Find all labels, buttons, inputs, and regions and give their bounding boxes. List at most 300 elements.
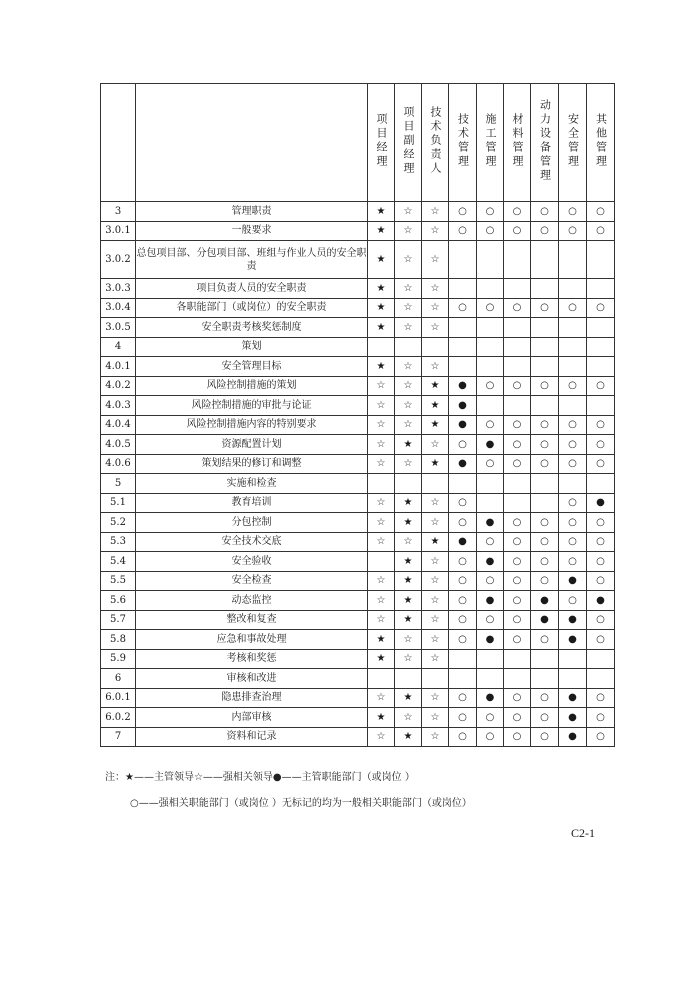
responsibility-mark: ☆ (422, 318, 449, 338)
row-item: 策划结果的修订和调整 (136, 454, 368, 474)
responsibility-mark (531, 474, 559, 494)
responsibility-mark (559, 241, 587, 279)
responsibility-mark: ☆ (368, 513, 395, 533)
responsibility-mark: ○ (587, 415, 615, 435)
responsibility-mark: ○ (587, 532, 615, 552)
responsibility-mark (422, 474, 449, 494)
responsibility-mark: ○ (531, 688, 559, 708)
responsibility-mark (559, 396, 587, 416)
responsibility-mark: ● (449, 376, 477, 396)
responsibility-mark: ☆ (395, 241, 422, 279)
responsibility-mark: ○ (531, 221, 559, 241)
responsibility-mark: ☆ (422, 241, 449, 279)
responsibility-mark: ☆ (395, 318, 422, 338)
table-row (101, 241, 615, 279)
responsibility-mark (587, 669, 615, 689)
responsibility-mark: ○ (504, 202, 531, 222)
responsibility-mark: ☆ (395, 532, 422, 552)
responsibility-mark (587, 357, 615, 377)
responsibility-mark (559, 279, 587, 299)
row-number: 4.0.6 (101, 454, 136, 474)
table-row (101, 337, 615, 357)
header-project-manager: 项目经理 (368, 84, 395, 202)
responsibility-mark: ★ (368, 221, 395, 241)
responsibility-mark: ○ (504, 610, 531, 630)
responsibility-mark: ○ (477, 376, 504, 396)
responsibility-mark: ☆ (395, 454, 422, 474)
table-row (101, 415, 615, 435)
responsibility-mark (477, 337, 504, 357)
responsibility-mark: ○ (587, 727, 615, 747)
responsibility-mark (531, 396, 559, 416)
table-row (101, 474, 615, 494)
table-row (101, 221, 615, 241)
responsibility-mark (587, 474, 615, 494)
responsibility-mark (449, 241, 477, 279)
responsibility-mark: ★ (368, 357, 395, 377)
responsibility-mark (559, 357, 587, 377)
responsibility-mark (449, 279, 477, 299)
responsibility-mark: ☆ (422, 727, 449, 747)
responsibility-mark: ○ (587, 688, 615, 708)
responsibility-mark: ☆ (422, 435, 449, 455)
header-safety-mgmt: 安全管理 (559, 84, 587, 202)
table-row (101, 630, 615, 650)
responsibility-mark: ☆ (368, 435, 395, 455)
responsibility-mark: ○ (504, 591, 531, 611)
responsibility-mark: ● (477, 688, 504, 708)
responsibility-mark: ○ (449, 610, 477, 630)
table-row (101, 435, 615, 455)
table-row (101, 571, 615, 591)
header-technical-mgmt: 技术管理 (449, 84, 477, 202)
table-row (101, 279, 615, 299)
responsibility-mark: ★ (395, 591, 422, 611)
responsibility-mark: ☆ (422, 298, 449, 318)
responsibility-mark: ☆ (395, 396, 422, 416)
row-item: 审核和改进 (136, 669, 368, 689)
responsibility-mark: ☆ (395, 279, 422, 299)
row-number: 4.0.3 (101, 396, 136, 416)
table-row (101, 708, 615, 728)
responsibility-mark: ★ (422, 532, 449, 552)
responsibility-mark: ★ (395, 727, 422, 747)
table-row (101, 454, 615, 474)
responsibility-mark: ○ (449, 708, 477, 728)
responsibility-mark: ☆ (422, 221, 449, 241)
header-deputy-manager: 项目副经理 (395, 84, 422, 202)
row-number: 4.0.4 (101, 415, 136, 435)
responsibility-mark: ○ (559, 435, 587, 455)
responsibility-mark (422, 337, 449, 357)
responsibility-mark: ○ (449, 571, 477, 591)
row-item: 实施和检查 (136, 474, 368, 494)
responsibility-mark: ○ (559, 202, 587, 222)
responsibility-mark: ○ (587, 708, 615, 728)
legend-note-line-1: 注：★——主管领导☆——强相关领导●——主管职能部门（或岗位 ） (105, 772, 415, 783)
responsibility-mark: ☆ (368, 727, 395, 747)
row-number: 3.0.1 (101, 221, 136, 241)
responsibility-mark: ☆ (368, 415, 395, 435)
row-number: 5.1 (101, 493, 136, 513)
responsibility-mark: ○ (504, 552, 531, 572)
responsibility-mark: ● (531, 610, 559, 630)
responsibility-mark (559, 318, 587, 338)
responsibility-mark: ○ (531, 415, 559, 435)
responsibility-mark: ★ (395, 688, 422, 708)
table-row (101, 376, 615, 396)
responsibility-mark (504, 337, 531, 357)
responsibility-mark: ☆ (368, 610, 395, 630)
responsibility-mark (477, 357, 504, 377)
responsibility-mark: ★ (368, 630, 395, 650)
responsibility-mark: ○ (587, 454, 615, 474)
responsibility-mark: ☆ (422, 708, 449, 728)
row-item: 风险控制措施的审批与论证 (136, 396, 368, 416)
responsibility-mark (531, 318, 559, 338)
row-item: 安全技术交底 (136, 532, 368, 552)
responsibility-mark (531, 493, 559, 513)
responsibility-mark: ☆ (422, 552, 449, 572)
responsibility-mark: ○ (559, 298, 587, 318)
responsibility-mark: ☆ (422, 591, 449, 611)
responsibility-mark (422, 669, 449, 689)
responsibility-mark (477, 669, 504, 689)
responsibility-mark: ★ (422, 396, 449, 416)
responsibility-mark: ● (559, 688, 587, 708)
responsibility-mark: ○ (587, 376, 615, 396)
responsibility-mark: ★ (395, 435, 422, 455)
responsibility-mark: ☆ (395, 221, 422, 241)
responsibility-mark: ○ (531, 571, 559, 591)
row-item: 安全职责考核奖惩制度 (136, 318, 368, 338)
responsibility-mark: ☆ (422, 610, 449, 630)
row-number: 5.3 (101, 532, 136, 552)
responsibility-mark: ○ (587, 221, 615, 241)
responsibility-mark: ○ (504, 415, 531, 435)
row-number: 3.0.4 (101, 298, 136, 318)
responsibility-mark: ○ (559, 454, 587, 474)
responsibility-mark (504, 669, 531, 689)
responsibility-mark: ★ (368, 708, 395, 728)
responsibility-mark: ○ (449, 630, 477, 650)
responsibility-mark (477, 493, 504, 513)
row-number: 6.0.2 (101, 708, 136, 728)
responsibility-mark: ○ (531, 727, 559, 747)
responsibility-mark: ☆ (395, 708, 422, 728)
row-item: 各职能部门（或岗位）的安全职责 (136, 298, 368, 318)
responsibility-mark: ★ (395, 513, 422, 533)
responsibility-mark: ★ (422, 454, 449, 474)
responsibility-mark (587, 318, 615, 338)
responsibility-mark: ★ (368, 298, 395, 318)
responsibility-table (100, 83, 615, 747)
responsibility-mark: ○ (504, 376, 531, 396)
responsibility-mark: ☆ (368, 571, 395, 591)
responsibility-mark: ☆ (395, 415, 422, 435)
responsibility-mark (531, 649, 559, 669)
responsibility-mark: ● (449, 532, 477, 552)
responsibility-mark: ★ (422, 415, 449, 435)
responsibility-mark (449, 318, 477, 338)
table-row (101, 669, 615, 689)
responsibility-mark: ○ (559, 591, 587, 611)
responsibility-mark: ☆ (422, 571, 449, 591)
table-row (101, 513, 615, 533)
table-row (101, 493, 615, 513)
row-item: 安全管理目标 (136, 357, 368, 377)
responsibility-mark: ○ (504, 688, 531, 708)
responsibility-mark (449, 649, 477, 669)
row-number: 4 (101, 337, 136, 357)
responsibility-mark: ★ (395, 552, 422, 572)
responsibility-mark: ○ (587, 202, 615, 222)
row-number: 4.0.2 (101, 376, 136, 396)
responsibility-mark: ☆ (368, 454, 395, 474)
responsibility-mark: ● (477, 552, 504, 572)
responsibility-mark: ○ (559, 221, 587, 241)
table-row (101, 688, 615, 708)
responsibility-mark: ☆ (395, 649, 422, 669)
responsibility-mark: ○ (559, 376, 587, 396)
page-number: C2-1 (571, 826, 595, 840)
responsibility-mark (504, 649, 531, 669)
responsibility-mark (504, 493, 531, 513)
row-item: 项目负责人员的安全职责 (136, 279, 368, 299)
responsibility-mark: ● (559, 571, 587, 591)
row-item: 考核和奖惩 (136, 649, 368, 669)
responsibility-mark (477, 318, 504, 338)
responsibility-mark (504, 396, 531, 416)
responsibility-mark: ★ (395, 493, 422, 513)
responsibility-mark: ★ (368, 318, 395, 338)
responsibility-mark: ○ (531, 552, 559, 572)
responsibility-mark (504, 357, 531, 377)
table-row (101, 591, 615, 611)
row-item: 内部审核 (136, 708, 368, 728)
responsibility-mark: ☆ (368, 532, 395, 552)
responsibility-mark: ☆ (422, 493, 449, 513)
responsibility-mark: ○ (587, 513, 615, 533)
responsibility-mark (531, 241, 559, 279)
responsibility-mark (559, 474, 587, 494)
responsibility-mark (559, 649, 587, 669)
responsibility-mark: ○ (531, 454, 559, 474)
responsibility-mark: ○ (504, 435, 531, 455)
responsibility-mark (587, 396, 615, 416)
responsibility-mark (395, 669, 422, 689)
responsibility-mark: ● (559, 708, 587, 728)
responsibility-mark (449, 337, 477, 357)
responsibility-mark: ○ (587, 298, 615, 318)
responsibility-mark: ● (449, 454, 477, 474)
row-item: 资料和记录 (136, 727, 368, 747)
responsibility-mark: ☆ (368, 688, 395, 708)
responsibility-mark (559, 337, 587, 357)
responsibility-mark: ○ (531, 532, 559, 552)
responsibility-mark (504, 241, 531, 279)
responsibility-mark: ● (477, 435, 504, 455)
responsibility-mark: ★ (368, 649, 395, 669)
table-row (101, 357, 615, 377)
responsibility-mark: ○ (477, 454, 504, 474)
row-item: 一般要求 (136, 221, 368, 241)
responsibility-mark (531, 357, 559, 377)
responsibility-mark: ○ (587, 552, 615, 572)
row-number: 5.5 (101, 571, 136, 591)
responsibility-mark (504, 318, 531, 338)
row-number: 5.7 (101, 610, 136, 630)
table-row (101, 532, 615, 552)
responsibility-mark: ○ (477, 571, 504, 591)
responsibility-mark: ● (477, 513, 504, 533)
responsibility-mark: ○ (531, 435, 559, 455)
row-number: 3.0.2 (101, 241, 136, 279)
responsibility-mark: ★ (395, 571, 422, 591)
header-construction-mgmt: 施工管理 (477, 84, 504, 202)
responsibility-mark: ● (477, 630, 504, 650)
responsibility-mark (587, 337, 615, 357)
header-cell-item (136, 84, 368, 202)
responsibility-mark: ☆ (395, 298, 422, 318)
responsibility-mark: ★ (395, 610, 422, 630)
responsibility-mark: ○ (531, 630, 559, 650)
responsibility-mark: ○ (477, 727, 504, 747)
responsibility-mark: ○ (531, 376, 559, 396)
responsibility-mark (559, 669, 587, 689)
responsibility-mark: ○ (504, 454, 531, 474)
responsibility-mark: ○ (449, 493, 477, 513)
responsibility-mark: ○ (559, 532, 587, 552)
responsibility-mark: ● (587, 591, 615, 611)
responsibility-mark (395, 474, 422, 494)
responsibility-mark: ● (587, 493, 615, 513)
responsibility-mark (368, 337, 395, 357)
responsibility-mark: ☆ (395, 202, 422, 222)
responsibility-mark: ☆ (368, 396, 395, 416)
row-item: 管理职责 (136, 202, 368, 222)
responsibility-mark (477, 279, 504, 299)
row-item: 总包项目部、分包项目部、班组与作业人员的安全职责 (136, 241, 368, 279)
row-item: 安全检查 (136, 571, 368, 591)
row-number: 3.0.5 (101, 318, 136, 338)
header-cell-no (101, 84, 136, 202)
row-number: 5.6 (101, 591, 136, 611)
responsibility-mark: ○ (504, 630, 531, 650)
responsibility-mark (368, 669, 395, 689)
responsibility-mark: ☆ (368, 493, 395, 513)
responsibility-mark: ○ (477, 298, 504, 318)
row-number: 5.2 (101, 513, 136, 533)
responsibility-mark: ○ (531, 708, 559, 728)
responsibility-mark: ○ (559, 493, 587, 513)
responsibility-mark: ☆ (368, 376, 395, 396)
row-item: 安全验收 (136, 552, 368, 572)
responsibility-mark: ○ (531, 202, 559, 222)
responsibility-mark (587, 241, 615, 279)
responsibility-mark: ○ (559, 552, 587, 572)
table-row (101, 727, 615, 747)
responsibility-mark: ☆ (422, 649, 449, 669)
responsibility-mark: ☆ (395, 630, 422, 650)
responsibility-mark: ☆ (422, 513, 449, 533)
responsibility-mark: ○ (504, 727, 531, 747)
responsibility-mark: ● (559, 727, 587, 747)
responsibility-mark: ○ (559, 513, 587, 533)
row-item: 应急和事故处理 (136, 630, 368, 650)
responsibility-mark (531, 337, 559, 357)
responsibility-mark: ○ (587, 630, 615, 650)
responsibility-mark: ○ (504, 571, 531, 591)
responsibility-mark: ○ (477, 415, 504, 435)
responsibility-mark (368, 552, 395, 572)
responsibility-mark: ○ (504, 513, 531, 533)
table-row (101, 396, 615, 416)
row-number: 4.0.1 (101, 357, 136, 377)
table-row (101, 610, 615, 630)
responsibility-mark: ○ (449, 435, 477, 455)
table-row (101, 298, 615, 318)
legend-note-line-2: ○——强相关职能部门（或岗位 ）无标记的均为一般相关职能部门（或岗位） (130, 798, 472, 809)
row-number: 7 (101, 727, 136, 747)
table-row (101, 318, 615, 338)
responsibility-mark: ● (559, 610, 587, 630)
responsibility-mark: ○ (477, 202, 504, 222)
table-row (101, 202, 615, 222)
row-item: 隐患排查治理 (136, 688, 368, 708)
row-number: 3 (101, 202, 136, 222)
row-item: 风险控制措施的策划 (136, 376, 368, 396)
row-number: 5.8 (101, 630, 136, 650)
responsibility-mark: ○ (449, 513, 477, 533)
responsibility-mark (449, 357, 477, 377)
responsibility-mark: ● (531, 591, 559, 611)
responsibility-mark (477, 649, 504, 669)
responsibility-mark (531, 669, 559, 689)
responsibility-mark: ○ (449, 298, 477, 318)
responsibility-mark: ○ (449, 202, 477, 222)
table-row (101, 552, 615, 572)
row-number: 5.4 (101, 552, 136, 572)
responsibility-mark (587, 279, 615, 299)
responsibility-mark: ○ (587, 435, 615, 455)
responsibility-mark: ☆ (422, 279, 449, 299)
responsibility-mark (477, 396, 504, 416)
row-item: 动态监控 (136, 591, 368, 611)
header-row (101, 84, 615, 202)
responsibility-mark (395, 337, 422, 357)
responsibility-mark: ★ (422, 376, 449, 396)
header-equipment-mgmt: 动力设备管理 (531, 84, 559, 202)
responsibility-mark: ☆ (395, 376, 422, 396)
responsibility-mark (531, 279, 559, 299)
header-technical-lead: 技术负责人 (422, 84, 449, 202)
responsibility-mark: ○ (449, 221, 477, 241)
responsibility-mark (477, 474, 504, 494)
row-item: 资源配置计划 (136, 435, 368, 455)
responsibility-mark: ○ (531, 298, 559, 318)
responsibility-mark (504, 279, 531, 299)
responsibility-mark: ○ (504, 708, 531, 728)
responsibility-mark: ● (559, 630, 587, 650)
responsibility-mark: ○ (587, 610, 615, 630)
responsibility-mark: ○ (477, 610, 504, 630)
responsibility-mark (449, 474, 477, 494)
responsibility-mark: ● (449, 415, 477, 435)
responsibility-mark: ★ (368, 202, 395, 222)
responsibility-mark: ○ (477, 532, 504, 552)
responsibility-mark: ○ (587, 571, 615, 591)
